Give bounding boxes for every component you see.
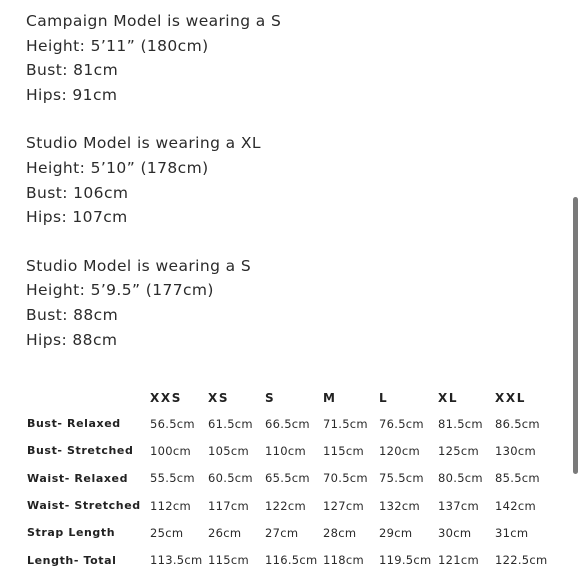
table-cell: 127cm [323,498,364,513]
model-campaign-s [26,9,556,107]
size-header-m: M [323,391,337,405]
table-cell: 118cm [323,553,364,568]
table-row [27,437,550,464]
table-cell: 112cm [150,498,191,513]
model-wearing-text: Campaign Model is wearing a S [26,12,282,30]
size-header-s: S [265,391,276,405]
model-height-text: Height: 5’10” (178cm) [26,158,209,177]
table-cell: 85.5cm [495,471,540,486]
table-cell: 26cm [208,525,242,540]
table-cell: 115cm [208,553,249,568]
table-cell: 60.5cm [208,471,253,486]
table-cell: 65.5cm [265,471,310,486]
model-studio-xl [26,131,556,229]
table-cell: 113.5cm [150,553,203,568]
table-cell: 70.5cm [323,471,368,486]
table-cell: 66.5cm [265,416,310,431]
model-studio-s [26,254,556,352]
vertical-scrollbar[interactable] [572,0,580,580]
table-cell: 122.5cm [495,553,548,568]
table-row [27,465,550,492]
table-cell: 29cm [379,525,413,540]
table-row [27,519,550,546]
table-cell: 120cm [379,443,420,458]
table-cell: 117cm [208,498,249,513]
table-row [27,546,550,573]
table-cell: 28cm [323,525,357,540]
table-cell: 86.5cm [495,416,540,431]
table-cell: 80.5cm [438,471,483,486]
model-wearing-text: Studio Model is wearing a S [26,256,252,275]
row-label: Strap Length [27,526,116,540]
model-hips-text: Hips: 88cm [26,330,118,349]
table-cell: 55.5cm [150,471,195,486]
table-cell: 25cm [150,525,184,540]
table-cell: 105cm [208,443,249,458]
row-label: Bust- Stretched [27,444,134,458]
table-cell: 76.5cm [379,416,424,431]
model-bust-text: Bust: 81cm [26,61,119,80]
model-wearing-text: Studio Model is wearing a XL [26,134,261,153]
table-cell: 81.5cm [438,416,483,431]
row-label: Waist- Relaxed [27,471,129,485]
model-hips-text: Hips: 91cm [26,85,118,104]
table-cell: 100cm [150,443,191,458]
size-header-row [27,386,550,410]
scrollbar-thumb[interactable] [573,197,578,474]
table-row [27,410,550,437]
model-bust-text: Bust: 88cm [26,305,119,324]
table-cell: 125cm [438,443,479,458]
model-hips-text: Hips: 107cm [26,208,128,227]
table-row [27,492,550,519]
model-info [26,9,556,376]
size-header-xxs: XXS [150,391,182,405]
table-cell: 116.5cm [265,553,318,568]
model-height-text: Height: 5’11” (180cm) [26,36,209,55]
size-header-xs: XS [208,391,230,405]
row-label: Bust- Relaxed [27,417,121,431]
table-cell: 115cm [323,443,364,458]
table-cell: 27cm [265,525,299,540]
model-height-text: Height: 5’9.5” (177cm) [26,281,214,300]
table-cell: 137cm [438,498,479,513]
table-cell: 142cm [495,498,536,513]
table-cell: 119.5cm [379,553,432,568]
table-cell: 122cm [265,498,306,513]
table-cell: 56.5cm [150,416,195,431]
table-cell: 31cm [495,525,529,540]
table-cell: 132cm [379,498,420,513]
size-header-xl: XL [438,391,459,405]
row-label: Length- Total [27,553,117,567]
row-label: Waist- Stretched [27,499,141,513]
model-bust-text: Bust: 106cm [26,183,129,202]
table-cell: 61.5cm [208,416,253,431]
table-cell: 121cm [438,553,479,568]
table-cell: 130cm [495,443,536,458]
size-header-l: L [379,391,389,405]
table-cell: 75.5cm [379,471,424,486]
size-header-corner [27,386,150,410]
size-chart-table [27,386,550,574]
table-cell: 110cm [265,443,306,458]
table-cell: 71.5cm [323,416,368,431]
table-cell: 30cm [438,525,472,540]
size-header-xxl: XXL [495,391,526,405]
